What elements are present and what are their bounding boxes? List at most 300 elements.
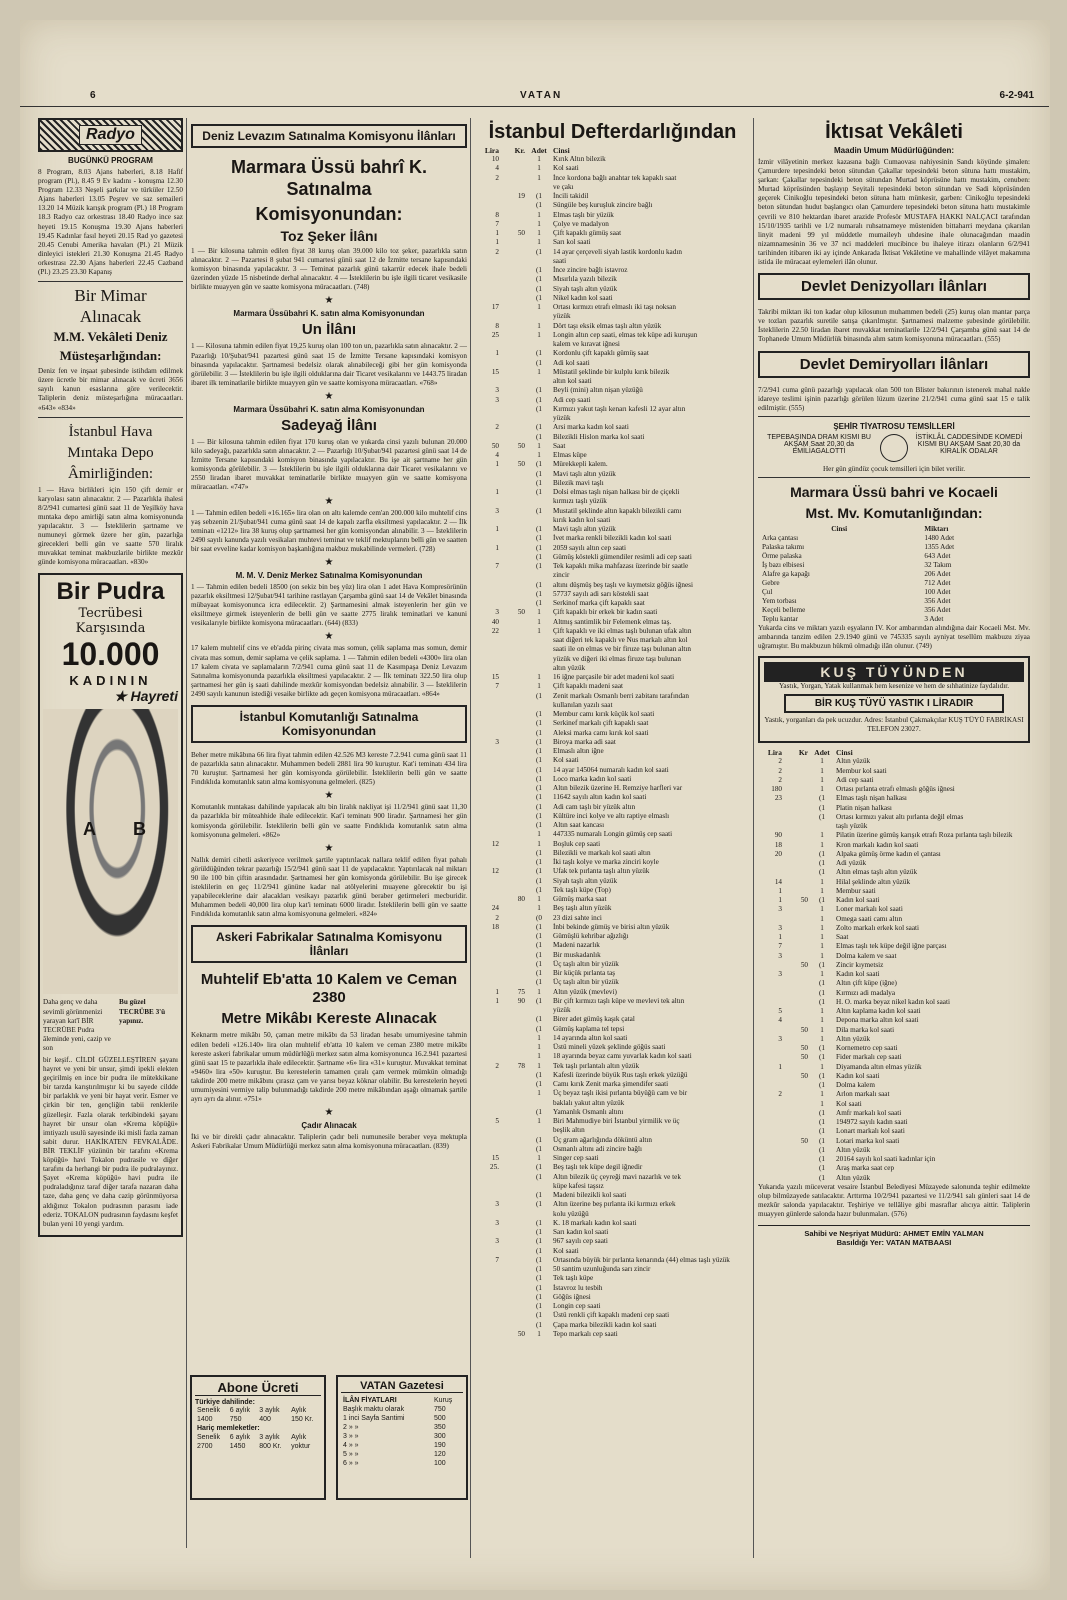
table-cell — [501, 812, 527, 821]
table-cell: 50 — [800, 1044, 808, 1053]
table-cell: 24 — [491, 904, 499, 913]
table-cell: Ortasında büyük bir pırlanta kenarında (44) elmas taşlı yüzük — [553, 1255, 730, 1264]
table-cell: K. 18 markalı kadın kol saati — [553, 1218, 637, 1227]
table-cell: 1 — [820, 1099, 824, 1108]
table-cell: Kol saati — [836, 1099, 862, 1108]
table-cell: Tepo markalı cep saati — [553, 1329, 618, 1338]
table-cell: Üç taşlı altın bir yüzük — [553, 959, 619, 968]
table-cell: İnbi bekinde gümüş ve birisi altın yüzük — [553, 922, 670, 931]
table-cell: Omega saati camı altın — [836, 914, 903, 923]
page-header — [20, 88, 1049, 107]
table-cell — [475, 960, 501, 969]
askeri-title1: Muhtelif Eb'atta 10 Kalem ve Ceman 2380 — [200, 971, 458, 1007]
col-header: Cinsi — [836, 748, 853, 758]
table-cell: Birer adet gümüş kaşık çatal — [553, 1015, 635, 1024]
table-cell — [501, 923, 527, 932]
abone-header: Aylık — [291, 1407, 307, 1414]
table-row — [475, 978, 750, 987]
table-row — [475, 322, 750, 331]
table-cell — [527, 257, 551, 266]
table-row — [475, 331, 750, 340]
table-row — [475, 507, 750, 516]
table-cell: 20 — [774, 849, 782, 858]
table-cell — [784, 1035, 810, 1044]
table-cell: (1 — [536, 404, 542, 413]
mimar-title4: Müsteşarlığından: — [59, 348, 162, 364]
table-cell: Örme palaska — [762, 551, 802, 560]
table-cell: 1 — [495, 987, 499, 996]
table-row — [475, 599, 750, 608]
table-row — [475, 1219, 750, 1228]
table-cell — [758, 961, 784, 970]
table-cell: Tek taşlı küpe (Top) — [553, 885, 611, 894]
table-cell: 50 — [800, 1136, 808, 1145]
table-row — [475, 1237, 750, 1246]
table-cell — [475, 710, 501, 719]
table-cell — [501, 294, 527, 303]
table-cell — [475, 858, 501, 867]
table-cell — [501, 886, 527, 895]
table-row — [475, 766, 750, 775]
marmara2-table — [758, 525, 1030, 624]
table-cell — [501, 729, 527, 738]
table-cell: yüzük — [553, 414, 571, 422]
table-cell: (1 — [536, 728, 542, 737]
table-cell: Elmas taşlı tek küpe değil iğne parçası — [836, 942, 947, 951]
ilan-row-price: 500 — [434, 1415, 446, 1422]
table-cell — [475, 1099, 501, 1108]
table-row — [758, 859, 1030, 868]
col-header: Kr. — [514, 146, 525, 155]
table-cell: (1 — [536, 793, 542, 802]
table-cell — [501, 1321, 527, 1330]
table-row — [475, 1043, 750, 1052]
seker-title: Toz Şeker İlânı — [280, 228, 378, 244]
table-cell: 50 santim uzunluğunda sarı zincir — [553, 1265, 651, 1273]
table-cell: Saat — [553, 441, 566, 450]
table-row — [475, 904, 750, 913]
table-cell — [501, 682, 527, 691]
column-4 — [753, 118, 1030, 1558]
table-cell — [527, 377, 551, 386]
table-cell: Singer cep saati — [553, 1154, 599, 1162]
table-cell: 50 — [800, 1053, 808, 1062]
table-cell: 14 — [774, 877, 782, 886]
table-cell: (1 — [536, 201, 542, 210]
table-cell: 2059 sayılı altın cep saati — [553, 543, 627, 552]
table-cell — [475, 433, 501, 442]
table-cell: 1 — [537, 904, 541, 913]
hava-ad — [38, 417, 183, 568]
table-cell: ve çakı — [553, 182, 574, 191]
table-cell — [784, 841, 810, 850]
table-cell — [758, 822, 784, 831]
table-cell: (1 — [536, 941, 542, 950]
ilan-table — [341, 1396, 463, 1468]
table-row — [758, 813, 1030, 822]
table-cell: Kadın kol saati — [836, 970, 880, 979]
table-row — [475, 655, 750, 664]
abone-cell: 750 — [229, 1416, 242, 1423]
table-cell: 447335 numaralı Longin gümüş cep saati — [553, 830, 673, 839]
table-row — [475, 257, 750, 266]
istkom-para1: Beher metre mikâbına 66 lira fiyat tahmin edilen 42.526 M3 kereste 7.2.941 cuma günü saat 11 de pazarlıkla satın alınacaktır. Muhammen bedeli 2881 lira 90 kuruştur. Kat'i teminatı 434 lira 70 kuruştur. Şartnamesi her gün komisyonda görülebilir. İsteklilerin belli gün ve saatte Fındıklıda komutanlık satın alma komisyonuna gelmeleri. (825) — [191, 751, 467, 787]
star-divider: ★ — [324, 495, 334, 507]
table-cell — [475, 645, 501, 654]
table-cell: 90 — [774, 831, 782, 840]
table-cell: 1 — [495, 229, 499, 237]
table-row — [758, 831, 1030, 840]
table-cell: Madeni bilezikli kol saati — [553, 1191, 627, 1199]
table-row — [758, 1155, 1030, 1164]
table-cell — [475, 599, 501, 608]
table-row — [475, 164, 750, 173]
table-cell: Çift kapaklı bir erkek bir kadın saati — [553, 608, 658, 617]
table-cell: (1 — [536, 691, 542, 700]
table-row — [758, 1044, 1030, 1053]
table-row — [475, 1265, 750, 1274]
table-cell: 12 — [491, 867, 499, 876]
table-cell — [475, 1071, 501, 1080]
kus-ad — [758, 656, 1030, 743]
table-cell — [527, 1126, 551, 1135]
table-cell — [501, 201, 527, 210]
table-cell: 1 — [495, 488, 499, 496]
demiryollari-title: Devlet Demiryolları İlânları — [758, 351, 1030, 378]
table-cell — [475, 1136, 501, 1145]
col-header: Kr — [798, 748, 808, 758]
table-row — [475, 738, 750, 747]
table-row — [758, 915, 1030, 924]
table-row — [758, 841, 1030, 850]
table-cell: (1 — [536, 959, 542, 968]
table-row — [475, 174, 750, 183]
pudra-caption-right: Bu güzel TECRÜBE 3'ü yapınız. — [119, 998, 166, 1025]
table-cell — [784, 813, 810, 822]
table-cell — [475, 1089, 501, 1098]
table-cell: 50 — [800, 1025, 808, 1034]
table-row — [475, 784, 750, 793]
table-cell — [475, 941, 501, 950]
table-cell — [501, 951, 527, 960]
table-cell — [475, 534, 501, 543]
table-cell: Çift kapaklı madeni saat — [553, 682, 624, 691]
table-cell — [758, 859, 784, 868]
table-row — [475, 1006, 750, 1015]
pudra-subtitle: Tecrübesi Karşısında — [75, 606, 146, 637]
table-cell: Beyli (mini) altın nişan yüzüğü — [553, 386, 643, 395]
kus-body2: Yastık, yorganları da pek ucuzdur. Adres: İstanbul Çakmakçılar KUŞ TÜYÜ FABRİKASI TELEFON 23027. — [764, 716, 1024, 734]
ilan-row-price: 190 — [434, 1442, 446, 1449]
table-cell — [501, 164, 527, 173]
table-cell: Altın yüzük — [836, 1034, 871, 1043]
table-cell — [501, 516, 527, 525]
askeri-title2: Metre Mikâbı Kereste Alınacak — [221, 1010, 437, 1028]
table-cell: 16 iğne parçasile bir adet madeni kol saati — [553, 673, 675, 681]
table-cell — [527, 414, 551, 423]
table-cell: 1 — [537, 210, 541, 219]
table-cell: Kornemetro cep saati — [836, 1044, 898, 1053]
table-cell — [475, 747, 501, 756]
table-cell: (1 — [536, 293, 542, 302]
table-row — [758, 933, 1030, 942]
table-row — [758, 534, 1030, 543]
table-cell: Pilatin üzerine gümüş karışık etrafı Roza pırlanta taşlı bilezik — [836, 831, 1013, 840]
table-cell — [527, 1210, 551, 1219]
table-row — [475, 451, 750, 460]
table-row — [758, 942, 1030, 951]
hava-title3: Âmirliğinden: — [68, 465, 153, 482]
table-row — [475, 1247, 750, 1256]
table-cell: 3 — [778, 970, 782, 979]
table-cell: 18 ayarında beyaz camı yuvarlak kadın kol saati — [553, 1052, 692, 1061]
table-cell: Sarı kol saati — [553, 238, 591, 247]
abone-header: 3 aylık — [259, 1407, 280, 1414]
table-cell: 2 — [778, 757, 782, 766]
abone-header: 3 aylık — [259, 1434, 280, 1441]
table-cell: Teplu kantar — [762, 614, 799, 623]
table-cell: 15 — [491, 367, 499, 376]
abone-header: Aylık — [291, 1434, 307, 1441]
table-cell: Mavi taşlı altın yüzük — [553, 525, 616, 533]
table-row — [475, 405, 750, 414]
table-cell: Dört taşı eksik elmas taşlı altın yüzük — [553, 321, 662, 330]
table-row — [475, 812, 750, 821]
column-3 — [470, 118, 750, 1558]
table-row — [475, 201, 750, 210]
table-row — [475, 414, 750, 423]
table-row — [475, 525, 750, 534]
table-cell: 7 — [495, 1255, 499, 1264]
table-cell: (1 — [819, 1155, 825, 1164]
table-cell: Bir çift kırmızı taşlı küpe ve mevlevi tek altın — [553, 996, 685, 1005]
table-cell — [501, 1228, 527, 1237]
table-cell: Lonart markalı kol saati — [836, 1127, 905, 1136]
table-cell: (1 — [536, 580, 542, 589]
table-cell: Ortası pırlanta etrafı elmaslı göğüs iğnesi — [836, 785, 955, 794]
table-row — [475, 386, 750, 395]
table-cell — [475, 1173, 501, 1182]
table-cell — [501, 932, 527, 941]
table-cell — [475, 877, 501, 886]
table-cell — [501, 599, 527, 608]
iktisat-body: İzmir vilâyetinin merkez kazasına bağlı Cumaovası nahiyesinin Sandı köyünde şimalen: Çamurdere tepesindeki beton sütundan Çakallar tepesindeki beton sütuna hattı mustakim, şarkan: Çakallar tepesindeki beton sütundan Murtad köprüsüne hattı mustakim, cenuben: Murtad köprüsünden başlayıp Seyitali tepesindeki beton sütundan ve Sadi köprüsünden geçerek Cinikoğlu tepesindeki beton sütuna hattı münkesir, garben: Cinikoğlu tepesindeki beton sütundan hudut başlangıcı olan Çamurdere tepesindeki beton sütuna hattı mustakimle çevrili ve 810 hektardan ibaret arazide Profesör MUSTAFA HAKKI NALÇACI tarafından 15/10/1935 tarihli ve 1/2 numaralı ruhsatnameye müsteniden bittaharri meydana çıkarılan linyit madeni 99 yıl müddetle mumaileyh uhdesine ihale olunacağından maadin nizamnamesinin 36 ve 37 nci maddeleri mucibince bu ihaleye itirazı olanların 6/2/941 tarihinden itibaren iki ay içinde Ankarada İktisat Vekâletine ve mahallinde vilâyet makamına istida ile müracaat eylemeleri ilân olunur. — [758, 158, 1030, 267]
table-cell: 1 — [537, 673, 541, 681]
table-cell: 643 Adet — [924, 551, 951, 560]
table-cell — [475, 581, 501, 590]
abone-header: Senelik — [197, 1407, 220, 1414]
table-cell — [501, 1302, 527, 1311]
askeri-body1: Keknarm metre mikâbı 50, çaman metre mikâbı da 53 liradan hesabı umumiyesine tahmin edilen bedeli «126.140» lira olan muhtelif eb'atta 10 kalem ve ceman 2380 metre mikâbı kereste askeri fabrikalar umum müdürlüğü merkez satın alma komisyonunca 16.2.941 pazartesi günü saat 15 te pazarlıkla ihale edilecektir. Şartname «6» lira «31» kuruştur. Muvakkat teminat «9460» lira «50» kuruştur. Bu kerestelerin tamamen çıralı çam vermek mümkün olmadığı takdirde 200 metre mikâbını çırasız çam ve yarısı beyaz köknar olabilir. Bu kerestelerin heyeti umumiyesini vermiye talip bulunmadığı takdirde 200 metre mikâbından aşağı olmamak şartile ayrı ayrı da alınır. «751» — [191, 1031, 467, 1104]
table-cell — [501, 1191, 527, 1200]
denizyollari-body: Takribi miktarı iki ton kadar olup kilosunun muhammen bedeli (25) kuruş olan mantar parça ve tozları pazarlık suretile satışa çıkarılmıştır. Şartnamesi malzeme şubesinde görülebilir. İsteklilerin 22.50 liradan ibaret muvakkat teminatlarile 12/2/941 Çarşamba günü saat 14 de Tophanede Umum Müdürlük binasında alım satım komisyonuna müracaatları. (555) — [758, 308, 1030, 344]
table-cell — [784, 887, 810, 896]
abone-cell: 800 Kr. — [259, 1443, 282, 1450]
table-cell — [527, 571, 551, 580]
table-cell — [758, 979, 784, 988]
table-row — [475, 1210, 750, 1219]
table-row — [475, 636, 750, 645]
deniz-title1: Marmara Üssü bahrî K. Satınalma — [230, 157, 428, 199]
table-cell — [501, 405, 527, 414]
table-row — [475, 941, 750, 950]
table-cell — [475, 932, 501, 941]
table-cell: 1 — [495, 460, 499, 469]
table-cell: 712 Adet — [924, 578, 951, 587]
table-row — [475, 1071, 750, 1080]
table-cell: 1 — [537, 367, 541, 376]
table-cell: Çapa marka bilezikli kadın kol saati — [553, 1320, 657, 1329]
table-cell — [501, 507, 527, 516]
table-cell — [784, 850, 810, 859]
table-cell: kırık kadın kol saati — [553, 515, 611, 524]
table-cell: Kordonlu çift kapaklı gümüş saat — [553, 349, 649, 358]
table-cell — [784, 859, 810, 868]
table-cell: Beş taşlı altın yüzük — [553, 904, 612, 913]
table-cell: (1 — [819, 859, 825, 868]
table-cell: Membur saati — [836, 886, 876, 895]
table-cell: İncili takidil — [553, 192, 589, 200]
col-header: Lira — [484, 146, 499, 155]
table-row — [475, 303, 750, 312]
table-cell: (1 — [536, 1080, 542, 1088]
table-row — [475, 747, 750, 756]
table-cell: Adi kol saati — [553, 358, 590, 367]
table-cell: Mavi taşlı altın yüzük — [553, 469, 616, 478]
table-cell — [501, 793, 527, 802]
table-cell — [475, 516, 501, 525]
table-cell: (1 — [536, 1218, 542, 1227]
table-cell: saati — [553, 256, 567, 265]
table-cell: (1 — [536, 756, 542, 765]
issue-date: 6-2-941 — [999, 90, 1034, 101]
table-cell — [475, 830, 501, 839]
askeri-sub: Çadır Alınacak — [301, 1121, 357, 1131]
table-cell: Biri Mahmudiye biri İstanbul yirmilik ve üç — [553, 1117, 680, 1125]
abone-cell: yoktur — [291, 1443, 311, 1450]
table-cell: Altmış santimlik bir Felemenk elmas taş. — [553, 617, 672, 626]
table-cell: 1 — [820, 1062, 824, 1071]
table-cell: 2 — [495, 1061, 499, 1070]
table-cell — [475, 895, 501, 904]
table-cell: 50 — [800, 896, 808, 905]
table-cell — [527, 1099, 551, 1108]
table-cell: (1 — [536, 599, 542, 607]
table-cell — [784, 757, 810, 766]
table-cell: (1 — [536, 284, 542, 293]
table-cell: (1 — [536, 1070, 542, 1079]
table-cell: kullanılan yazılı saat — [553, 700, 613, 709]
table-cell — [475, 812, 501, 821]
table-cell: Saat — [836, 933, 849, 942]
ilan-row-price: 120 — [434, 1451, 446, 1458]
table-cell — [501, 525, 527, 534]
table-cell: 2 — [495, 913, 499, 922]
table-cell: (0 — [536, 913, 542, 922]
table-cell: (1 — [536, 478, 542, 487]
table-cell: (1 — [536, 978, 542, 987]
table-cell — [475, 821, 501, 830]
table-cell: Kol saati — [553, 164, 579, 173]
table-cell — [501, 867, 527, 876]
pudra-number: 10.000 — [61, 636, 160, 673]
table-cell: (1 — [536, 395, 542, 404]
star-divider: ★ — [324, 390, 334, 402]
ilan-row-label: Başlık maktu olarak — [343, 1406, 405, 1413]
table-cell: (1 — [819, 803, 825, 812]
kus-body1: Yastık, Yorgan, Yatak kullanmak hem kesenize ve hem de sıhhatinize faydalıdır. — [778, 682, 1010, 691]
table-cell: 2 — [778, 1090, 782, 1099]
table-cell — [501, 821, 527, 830]
table-cell: Boşluk cep saati — [553, 839, 601, 848]
defterdar-table — [475, 146, 750, 1339]
table-cell: baklalı yakut altın yüzük — [553, 1098, 625, 1107]
table-cell — [758, 1155, 784, 1164]
table-cell: Altın bilezik üzerine H. Remziye harfleri var — [553, 784, 683, 792]
table-cell: (1 — [536, 765, 542, 774]
table-cell — [475, 414, 501, 423]
table-cell: 4 — [495, 451, 499, 459]
askeri-body2: İki ve bir direkli çadır alınacaktır. Taliplerin çadır beli numunesile beraber veya mektupla Askeri Fabrikalar Umum Müdürlüğü merkez satın alma komisyonuna müracaatları. (839) — [191, 1133, 467, 1151]
table-cell: (1 — [536, 1274, 542, 1283]
table-cell: yüzük — [553, 312, 571, 321]
table-row — [758, 1174, 1030, 1183]
table-cell: 23 dizi sahte inci — [553, 913, 602, 922]
table-cell — [475, 1015, 501, 1024]
table-cell: Loner markalı kol saati — [836, 905, 903, 914]
table-cell: Loco marka kadın kol saati — [553, 774, 632, 783]
table-cell — [475, 257, 501, 266]
seker-body: 1 — Bir kilosuna tahmin edilen fiyat 38 kuruş olan 39.000 kilo toz şeker, pazarlıkla satın alınacaktır. 2 — Pazartesi 8 şubat 941 cumartesi günü saat 12 de İzmitte tersane kapısındaki komisyon binasında yapılacaktır. 3 — Teminat pazarlık günü takarrür edecek ihale bedeli üzerinden yüzde 15 nisbetinde derhal alınacaktır. 4 — İsteklilerin bu işle ilgili ticaret vesikasile birlikte muayyen gün ve saatte komisyona müracaatları. (748) — [191, 247, 467, 292]
ilan-box — [336, 1375, 468, 1500]
table-row — [475, 849, 750, 858]
ilan-row-price: 350 — [434, 1424, 446, 1431]
table-cell: Altın çift küpe (iğne) — [836, 979, 897, 988]
tiyatro-title: ŞEHİR TİYATROSU TEMSİLLERİ — [833, 421, 955, 431]
table-cell: 80 — [517, 895, 525, 903]
table-cell — [501, 1006, 527, 1015]
table-cell: 1 — [820, 914, 824, 923]
table-cell: 1 — [537, 1089, 541, 1098]
table-cell — [475, 664, 501, 673]
table-cell — [475, 1145, 501, 1154]
mimar-title1: Bir Mimar — [74, 286, 147, 306]
table-cell: (1 — [819, 1108, 825, 1117]
un-title: Un İlânı — [301, 321, 357, 339]
table-cell: Mısırlıla yazılı bilezik — [553, 275, 617, 284]
table-cell: Aleksi marka camı kırık kol saati — [553, 728, 649, 737]
table-cell: 2 — [495, 423, 499, 432]
table-cell: 19 — [517, 192, 525, 200]
table-cell — [501, 645, 527, 654]
sebze-body: 1 — Tahmin edilen bedeli «16.165» lira olan on altı kalemde cem'an 200.000 kilo muhtelif cins yaş sebzenin 21/Şubat/941 cuma günü saat 14 de kapalı zarfla eksiltmesi yapılacaktır. 2 — İlk teminatı «1212» lira 38 kuruş olup şartnamesi her gün komisyondan alınabilir. 3 — İsteklilerin 2490 sayılı kanunda yazılı vesikaları muhtevi teminat ve teklif mektuplarını belli gün ve saatten bir saat evveline kadar komisyon başkanlığına makbuz mukabilinde vermeleri. (728) — [191, 508, 467, 553]
deniz-sub1: Marmara Üssübahri K. satın alma Komisyonundan — [233, 309, 425, 319]
table-cell: 1355 Adet — [924, 542, 955, 551]
table-cell: (1 — [536, 1320, 542, 1329]
table-row — [758, 989, 1030, 998]
ilan-row-label: 4 » » — [343, 1442, 359, 1449]
table-cell: Kafesli üzerinde büyük Rus taşlı erkek yüzüğü — [553, 1070, 688, 1079]
table-cell: kırmızı taşlı yüzük — [553, 497, 607, 506]
table-cell — [501, 627, 527, 636]
table-cell: (1 — [536, 885, 542, 894]
table-cell — [501, 673, 527, 682]
table-cell — [758, 804, 784, 813]
table-cell: Membur kol saati — [836, 766, 887, 775]
table-row — [475, 1182, 750, 1191]
table-cell — [527, 701, 551, 710]
table-cell — [784, 998, 810, 1007]
